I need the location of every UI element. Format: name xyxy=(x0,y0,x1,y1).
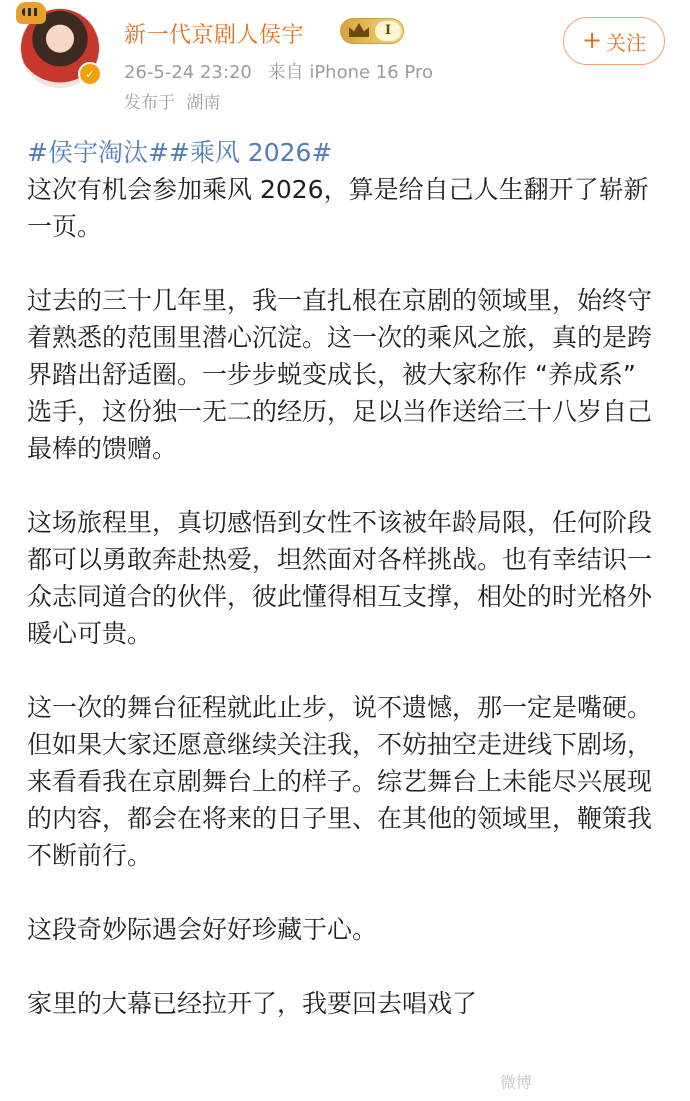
follow-button[interactable] xyxy=(563,17,665,65)
author-name[interactable]: 新一代京剧人侯宇 xyxy=(124,23,305,48)
hashtag-link[interactable]: #侯宇淘汰##乘风 2026# xyxy=(27,138,333,167)
tiger-decoration-icon xyxy=(16,2,46,24)
paragraph: 这次有机会参加乘风 2026，算是给自己人生翻开了崭新一页。 xyxy=(27,175,649,241)
post-header xyxy=(0,0,690,120)
paragraph: 过去的三十几年里，我一直扎根在京剧的领域里，始终守着熟悉的范围里潜心沉淀。这一次的乘风之旅，真的是跨界踏出舒适圈。一步步蜕变成长，被大家称作 “养成系” 选手，这份独一无二的经历，足以当作送给三十八岁自己最棒的馈赠。 xyxy=(27,286,653,463)
paragraph: 家里的大幕已经拉开了，我要回去唱戏了 xyxy=(27,989,478,1018)
post-source: 来自 iPhone 16 Pro xyxy=(267,62,433,83)
post-content xyxy=(27,134,667,1022)
vip-badge[interactable] xyxy=(340,18,404,44)
post-meta xyxy=(124,58,433,84)
post-time: 26-5-24 23:20 xyxy=(124,62,252,83)
verified-badge-icon: ✓ xyxy=(78,62,102,86)
follow-label: 关注 xyxy=(606,30,647,55)
crown-icon xyxy=(349,23,369,37)
paragraph: 这一次的舞台征程就此止步，说不遗憾，那一定是嘴硬。但如果大家还愿意继续关注我，不妨抽空走进线下剧场，来看看我在京剧舞台上的样子。综艺舞台上未能尽兴展现的内容，都会在将来的日子里、在其他的领域里，鞭策我不断前行。 xyxy=(27,693,653,870)
vip-level-label: I xyxy=(375,21,401,41)
location-value: 湖南 xyxy=(186,93,221,113)
avatar[interactable] xyxy=(20,8,100,88)
watermark: 微博 xyxy=(500,1068,680,1098)
plus-icon: + xyxy=(581,26,603,54)
location-label: 发布于 xyxy=(124,93,175,113)
post-location xyxy=(124,88,220,113)
paragraph: 这段奇妙际遇会好好珍藏于心。 xyxy=(27,915,378,944)
paragraph: 这场旅程里，真切感悟到女性不该被年龄局限，任何阶段都可以勇敢奔赴热爱，坦然面对各样挑战。也有幸结识一众志同道合的伙伴，彼此懂得相互支撑，相处的时光格外暖心可贵。 xyxy=(27,508,653,648)
